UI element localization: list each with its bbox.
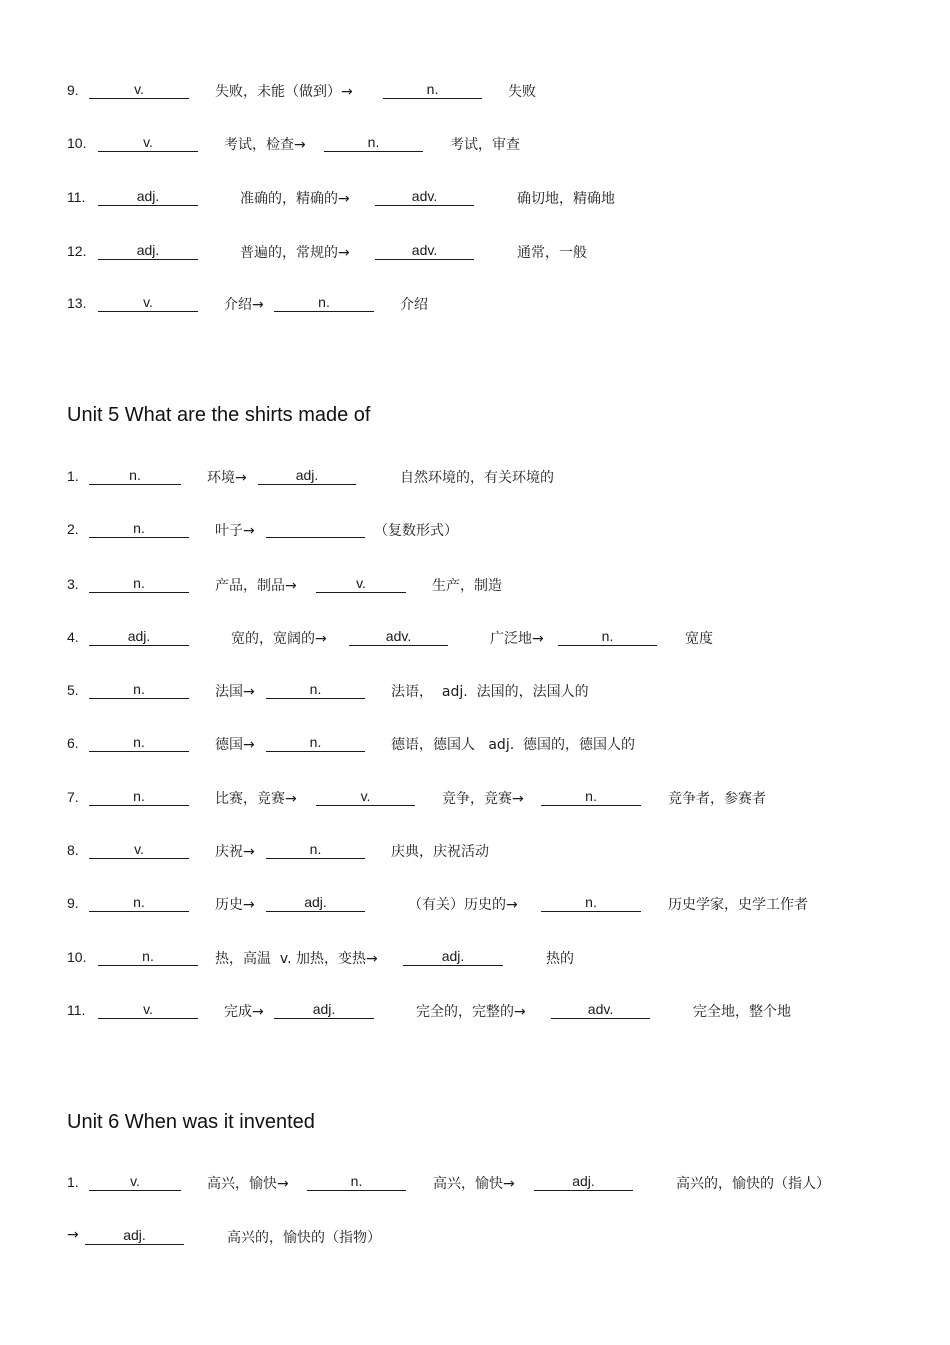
item-number: 6. bbox=[67, 735, 79, 751]
fill-blank[interactable]: adj. bbox=[85, 1226, 184, 1245]
fill-blank[interactable]: v. bbox=[89, 80, 189, 99]
unit5-title: Unit 5 What are the shirts made of bbox=[67, 404, 371, 426]
definition-text: 热，高温 v. 加热，变热→ bbox=[215, 951, 378, 967]
definition-text: 比赛，竞赛→ bbox=[215, 791, 297, 807]
fill-blank[interactable]: adj. bbox=[98, 187, 198, 206]
fill-blank[interactable]: n. bbox=[307, 1172, 406, 1191]
fill-blank[interactable]: n. bbox=[89, 733, 189, 752]
definition-text: 热的 bbox=[546, 951, 574, 967]
fill-blank[interactable]: v. bbox=[98, 293, 198, 312]
fill-blank[interactable]: n. bbox=[89, 466, 181, 485]
definition-text: 历史→ bbox=[215, 897, 255, 913]
definition-text: 介绍→ bbox=[224, 297, 264, 313]
fill-blank[interactable]: v. bbox=[98, 1000, 198, 1019]
definition-text: 德语，德国人 adj. 德国的，德国人的 bbox=[391, 737, 636, 753]
fill-blank[interactable]: adj. bbox=[534, 1172, 633, 1191]
fill-blank[interactable]: n. bbox=[89, 519, 189, 538]
fill-blank[interactable]: n. bbox=[98, 947, 198, 966]
fill-blank[interactable]: n. bbox=[274, 293, 374, 312]
fill-blank[interactable]: adv. bbox=[349, 627, 448, 646]
fill-blank[interactable]: adv. bbox=[551, 1000, 650, 1019]
definition-text: 广泛地→ bbox=[490, 631, 544, 647]
definition-text: 法国→ bbox=[215, 684, 255, 700]
fill-blank[interactable] bbox=[266, 519, 365, 538]
definition-text: 宽度 bbox=[685, 631, 713, 647]
fill-blank[interactable]: v. bbox=[98, 133, 198, 152]
definition-text: 历史学家，史学工作者 bbox=[668, 897, 808, 913]
definition-text: 介绍 bbox=[400, 297, 428, 313]
fill-blank[interactable]: adj. bbox=[258, 466, 356, 485]
item-number: 5. bbox=[67, 682, 79, 698]
definition-text: 失败，未能（做到）→ bbox=[215, 84, 353, 100]
definition-text: 完成→ bbox=[224, 1004, 264, 1020]
fill-blank[interactable]: v. bbox=[89, 840, 189, 859]
fill-blank[interactable]: v. bbox=[316, 787, 415, 806]
definition-text: 考试，审查 bbox=[450, 137, 520, 153]
item-number: 8. bbox=[67, 842, 79, 858]
definition-text: 竞争者，参赛者 bbox=[668, 791, 766, 807]
item-number: 2. bbox=[67, 521, 79, 537]
fill-blank[interactable]: adv. bbox=[375, 187, 474, 206]
item-number: 4. bbox=[67, 629, 79, 645]
definition-text: 失败 bbox=[508, 84, 536, 100]
item-number: 1. bbox=[67, 1174, 79, 1190]
definition-text: 德国→ bbox=[215, 737, 255, 753]
item-number: 10. bbox=[67, 135, 87, 151]
definition-text: （有关）历史的→ bbox=[408, 897, 518, 913]
fill-blank[interactable]: v. bbox=[316, 574, 406, 593]
definition-text: 竞争，竞赛→ bbox=[442, 791, 524, 807]
item-number: 12. bbox=[67, 243, 87, 259]
fill-blank[interactable]: n. bbox=[324, 133, 423, 152]
item-number: 11. bbox=[67, 189, 86, 205]
definition-text: 高兴，愉快→ bbox=[433, 1176, 515, 1192]
item-number: 9. bbox=[67, 895, 79, 911]
item-number: 9. bbox=[67, 82, 79, 98]
fill-blank[interactable]: n. bbox=[266, 680, 365, 699]
item-number: 10. bbox=[67, 949, 87, 965]
item-number: 11. bbox=[67, 1002, 86, 1018]
fill-blank[interactable]: n. bbox=[89, 574, 189, 593]
fill-blank[interactable]: adj. bbox=[89, 627, 189, 646]
definition-text: 环境→ bbox=[207, 470, 247, 486]
fill-blank[interactable]: n. bbox=[541, 787, 641, 806]
definition-text: 考试，检查→ bbox=[224, 137, 306, 153]
definition-text: 高兴的，愉快的（指人） bbox=[676, 1176, 830, 1192]
definition-text: （复数形式） bbox=[374, 523, 458, 539]
definition-text: 完全的，完整的→ bbox=[416, 1004, 526, 1020]
definition-text: 高兴，愉快→ bbox=[207, 1176, 289, 1192]
item-number: 1. bbox=[67, 468, 79, 484]
definition-text: 庆典，庆祝活动 bbox=[391, 844, 489, 860]
fill-blank[interactable]: adj. bbox=[403, 947, 503, 966]
definition-text: 高兴的，愉快的（指物） bbox=[227, 1230, 381, 1246]
fill-blank[interactable]: adv. bbox=[375, 241, 474, 260]
fill-blank[interactable]: adj. bbox=[274, 1000, 374, 1019]
definition-text: 宽的，宽阔的→ bbox=[231, 631, 327, 647]
fill-blank[interactable]: n. bbox=[89, 680, 189, 699]
definition-text: 完全地，整个地 bbox=[693, 1004, 791, 1020]
definition-text: 通常，一般 bbox=[517, 245, 587, 261]
unit6-title: Unit 6 When was it invented bbox=[67, 1111, 315, 1133]
definition-text: 叶子→ bbox=[215, 523, 255, 539]
fill-blank[interactable]: n. bbox=[266, 840, 365, 859]
fill-blank[interactable]: n. bbox=[89, 787, 189, 806]
fill-blank[interactable]: n. bbox=[541, 893, 641, 912]
definition-text: 庆祝→ bbox=[215, 844, 255, 860]
definition-text: 确切地，精确地 bbox=[517, 191, 615, 207]
definition-text: 法语， adj. 法国的，法国人的 bbox=[391, 684, 589, 700]
definition-text: 普遍的，常规的→ bbox=[240, 245, 350, 261]
fill-blank[interactable]: v. bbox=[89, 1172, 181, 1191]
fill-blank[interactable]: n. bbox=[558, 627, 657, 646]
definition-text: 自然环境的，有关环境的 bbox=[400, 470, 554, 486]
fill-blank[interactable]: n. bbox=[383, 80, 482, 99]
fill-blank[interactable]: n. bbox=[89, 893, 189, 912]
item-number: 3. bbox=[67, 576, 79, 592]
definition-text: 生产，制造 bbox=[432, 578, 502, 594]
fill-blank[interactable]: n. bbox=[266, 733, 365, 752]
fill-blank[interactable]: adj. bbox=[266, 893, 365, 912]
fill-blank[interactable]: adj. bbox=[98, 241, 198, 260]
item-number: 13. bbox=[67, 295, 87, 311]
definition-text: 产品，制品→ bbox=[215, 578, 297, 594]
arrow-text: → bbox=[67, 1227, 79, 1243]
definition-text: 准确的，精确的→ bbox=[240, 191, 350, 207]
item-number: 7. bbox=[67, 789, 79, 805]
